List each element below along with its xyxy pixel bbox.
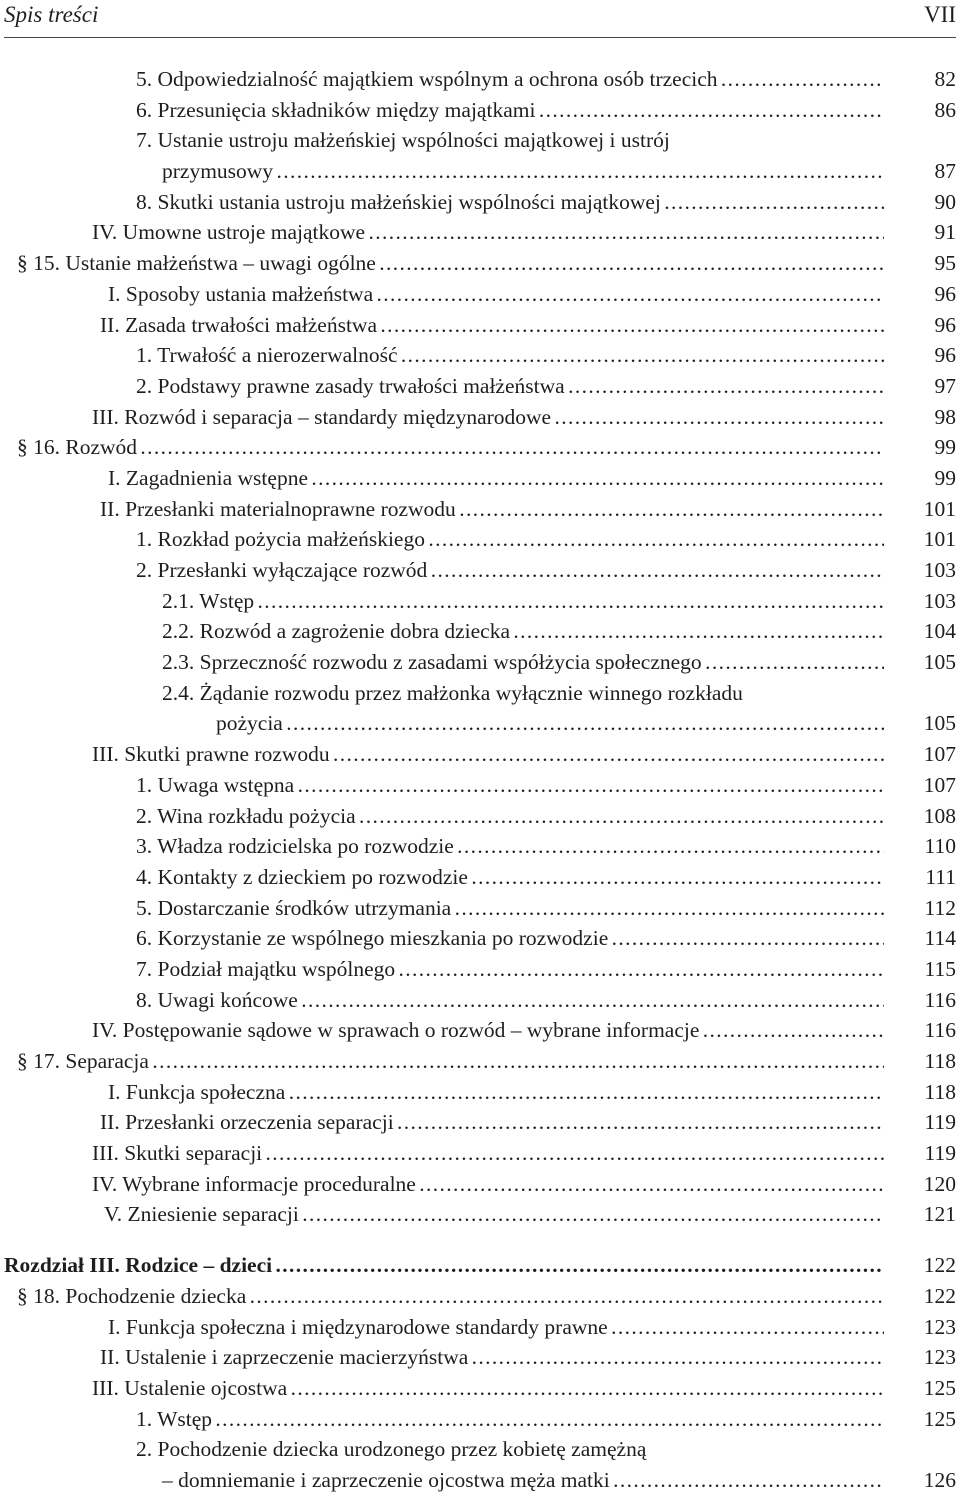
toc-entry-label: IV. Wybrane informacje proceduralne: [92, 1171, 416, 1196]
toc-entry-label: I. Sposoby ustania małżeństwa: [108, 281, 374, 306]
toc-entry: [0, 248, 960, 279]
toc-entry-label: II. Przesłanki orzeczenia separacji: [100, 1110, 394, 1135]
toc-entry-title: [0, 1138, 884, 1169]
toc-entry-label: 2. Wina rozkładu pożycia: [136, 803, 356, 828]
toc-entry: [0, 1373, 960, 1404]
toc-entry: [0, 893, 960, 924]
toc-entry-label: 5. Dostarczanie środków utrzymania: [136, 895, 452, 920]
toc-entry-title: [0, 831, 884, 862]
toc-entry-page: 116: [924, 987, 956, 1012]
toc-entry-label: 5. Odpowiedzialność majątkiem wspólnym a ochrona osób trzecich: [136, 67, 718, 91]
toc-entry-label: 1. Uwaga wstępna: [136, 772, 295, 797]
toc-entry-title: [0, 1434, 884, 1465]
toc-entry-label: Rozdział III. Rodzice – dzieci: [4, 1253, 273, 1278]
toc-entry-label: IV. Postępowanie sądowe w sprawach o rozwód – wybrane informacje: [92, 1018, 700, 1043]
toc-entry-title: [0, 1342, 884, 1373]
toc-entry-label: II. Zasada trwałości małżeństwa: [100, 312, 377, 337]
toc-entry-label: 2. Pochodzenie dziecka urodzonego przez kobietę zamężną: [136, 1437, 647, 1462]
toc-entry-page: 96: [934, 343, 956, 368]
toc-entry-label: II. Ustalenie i zaprzeczenie macierzyństwa: [100, 1345, 469, 1370]
toc-entry-label: 1. Rozkład pożycia małżeńskiego: [136, 527, 425, 552]
toc-entry-label: 6. Korzystanie ze wspólnego mieszkania po rozwodzie: [136, 926, 609, 951]
toc-entry-title: [0, 616, 884, 647]
toc-entry: [0, 156, 960, 187]
toc-entry-page: 119: [924, 1110, 956, 1135]
toc-entry-page: 87: [934, 159, 956, 184]
toc-entry-page: 97: [934, 373, 956, 398]
toc-entry-page: 103: [923, 588, 956, 613]
toc-entry: [0, 801, 960, 832]
toc-entry-title: [0, 248, 884, 279]
toc-entry: [0, 432, 960, 463]
toc-entry: [0, 923, 960, 954]
toc-entry-page: 121: [923, 1202, 956, 1227]
toc-entry-page: 96: [934, 281, 956, 306]
toc-entry-page: 103: [923, 558, 956, 582]
toc-entry-title: [0, 678, 884, 709]
toc-entry-page: 99: [934, 465, 956, 490]
toc-entry-title: [0, 801, 884, 832]
toc-entry: [0, 95, 960, 126]
toc-entry-title: [0, 1250, 884, 1281]
toc-entry: [0, 739, 960, 770]
toc-entry-title: [0, 279, 884, 310]
toc-entry-title: [0, 739, 884, 770]
toc-entry: [0, 1107, 960, 1138]
page-number: VII: [924, 2, 956, 27]
toc-entry-label: pożycia: [216, 711, 283, 736]
toc-entry-title: [0, 985, 884, 1016]
toc-entry-label: 2. Przesłanki wyłączające rozwód: [136, 558, 428, 582]
toc-entry-label: 4. Kontakty z dzieckiem po rozwodzie: [136, 864, 468, 889]
toc-entry: [0, 954, 960, 985]
toc-entry-title: [0, 187, 884, 218]
toc-entry-title: [0, 862, 884, 893]
toc-entry-page: 104: [923, 619, 956, 644]
toc-entry-page: 119: [924, 1141, 956, 1166]
toc-entry-label: § 18. Pochodzenie dziecka: [17, 1283, 247, 1308]
toc-entry-title: [0, 310, 884, 341]
toc-entry: [0, 279, 960, 310]
toc-entry: [0, 371, 960, 402]
toc-entry-title: [0, 586, 884, 617]
toc-entry-page: 123: [923, 1314, 956, 1339]
toc-entry-label: 2. Podstawy prawne zasady trwałości małżeństwa: [136, 373, 565, 398]
toc-entry-label: 2.4. Żądanie rozwodu przez małżonka wyłącznie winnego rozkładu: [162, 680, 743, 705]
toc-entry-label: § 15. Ustanie małżeństwa – uwagi ogólne: [17, 251, 376, 276]
toc-entry-page: 112: [924, 895, 956, 920]
toc-entry: [0, 524, 960, 555]
toc-entry-title: [0, 555, 884, 586]
toc-entry-label: 1. Wstęp: [136, 1406, 213, 1431]
toc-entry: [0, 217, 960, 248]
toc-entry-page: 108: [923, 803, 956, 828]
toc-entry-label: IV. Umowne ustroje majątkowe: [92, 220, 366, 245]
toc-entry-title: [0, 1015, 884, 1046]
toc-entry-label: 6. Przesunięcia składników między majątkami: [136, 97, 536, 122]
toc-entry: [0, 1404, 960, 1435]
toc-entry: [0, 647, 960, 678]
toc-entry-label: 3. Władza rodzicielska po rozwodzie: [136, 834, 454, 859]
toc-entry: [0, 1077, 960, 1108]
toc-entry: [0, 187, 960, 218]
toc-entry: [0, 1281, 960, 1312]
toc-entry: [0, 1342, 960, 1373]
toc-entry-label: I. Funkcja społeczna: [108, 1079, 286, 1104]
toc-entry-title: [0, 371, 884, 402]
toc-entry-label: 2.1. Wstęp: [162, 588, 255, 613]
toc-entry-title: [0, 1312, 884, 1343]
toc-entry: [0, 64, 960, 95]
toc-entry: [0, 1434, 960, 1465]
toc-entry-page: 96: [934, 312, 956, 337]
page-header: [0, 0, 960, 38]
toc-entry-title: [0, 156, 884, 187]
toc-entry: [0, 1138, 960, 1169]
toc-entry: [0, 862, 960, 893]
toc-entry-page: 101: [923, 527, 956, 552]
toc-entry-page: 110: [924, 834, 956, 859]
toc-entry: [0, 1015, 960, 1046]
toc-entry: [0, 616, 960, 647]
toc-entry-label: 2.3. Sprzeczność rozwodu z zasadami współżycia społecznego: [162, 650, 702, 675]
toc-entry: [0, 1312, 960, 1343]
toc-entry-label: § 16. Rozwód: [17, 435, 138, 460]
toc-entry-label: przymusowy: [162, 159, 274, 184]
toc-entry-page: 95: [934, 251, 956, 276]
toc-entry: [0, 586, 960, 617]
toc-entry-page: 115: [924, 956, 956, 981]
toc-entry: [0, 125, 960, 156]
toc-entry-title: [0, 1169, 884, 1200]
toc-entry-title: [0, 708, 884, 739]
toc-entry-page: 107: [923, 772, 956, 797]
toc-entry-label: I. Funkcja społeczna i międzynarodowe standardy prawne: [108, 1314, 608, 1339]
toc-entry-title: [0, 524, 884, 555]
toc-entry-label: III. Skutki separacji: [92, 1141, 263, 1166]
toc-entry: [0, 985, 960, 1016]
toc-entry-page: 116: [924, 1018, 956, 1043]
toc-entry-page: 114: [924, 926, 956, 951]
toc-entry-label: III. Skutki prawne rozwodu: [92, 742, 330, 767]
toc-entry-page: 125: [923, 1375, 956, 1400]
toc-entry-title: [0, 463, 884, 494]
toc-entry: [0, 1465, 960, 1496]
toc-entry-page: 98: [934, 404, 956, 429]
toc-entry: [0, 1169, 960, 1200]
toc-entry-page: 107: [923, 742, 956, 767]
toc-entry: [0, 310, 960, 341]
toc-entry: [0, 463, 960, 494]
toc-entry-title: [0, 340, 884, 371]
toc-entry-page: 122: [923, 1253, 956, 1278]
toc-entry-title: [0, 1046, 884, 1077]
toc-entry-title: [0, 95, 884, 126]
toc-entry-title: [0, 1281, 884, 1312]
toc-entry-page: 125: [923, 1406, 956, 1431]
header-rule: [4, 37, 956, 38]
toc-entry-title: [0, 893, 884, 924]
toc-entry-page: 105: [923, 650, 956, 675]
toc-entry-label: 1. Trwałość a nierozerwalność: [136, 343, 398, 368]
toc-entry-label: III. Ustalenie ojcostwa: [92, 1375, 288, 1400]
toc-entry: [0, 555, 960, 586]
toc-entry: [0, 708, 960, 739]
toc-entry-label: III. Rozwód i separacja – standardy międzynarodowe: [92, 404, 552, 429]
toc-entry-title: [0, 217, 884, 248]
toc-entry-page: 120: [923, 1171, 956, 1196]
toc-entry: [0, 770, 960, 801]
toc-entry-label: 8. Uwagi końcowe: [136, 987, 298, 1012]
toc-entry-page: 122: [923, 1283, 956, 1308]
toc-entry-page: 105: [923, 711, 956, 736]
toc-entry-title: [0, 494, 884, 525]
toc-entry-label: II. Przesłanki materialnoprawne rozwodu: [100, 496, 456, 521]
toc-entry-page: 82: [934, 67, 956, 91]
toc-entry-page: 91: [934, 220, 956, 245]
running-head-title: Spis treści: [4, 2, 99, 27]
toc-entry-label: § 17. Separacja: [17, 1049, 149, 1073]
toc-entry-label: 2.2. Rozwód a zagrożenie dobra dziecka: [162, 619, 511, 644]
toc-entry: [0, 1199, 960, 1230]
toc-entry-page: 90: [934, 189, 956, 214]
toc-entry-page: 118: [924, 1079, 956, 1104]
toc-entry: [0, 1046, 960, 1077]
toc-entry-label: 8. Skutki ustania ustroju małżeńskiej wspólności majątkowej: [136, 189, 661, 214]
toc-entry-title: [0, 64, 884, 95]
toc-entry-title: [0, 647, 884, 678]
toc-entry-title: [0, 923, 884, 954]
toc-entry-page: 86: [934, 97, 956, 122]
toc-entry-title: [0, 954, 884, 985]
toc-entry-title: [0, 1199, 884, 1230]
toc-entry-title: [0, 1107, 884, 1138]
toc-entry-title: [0, 432, 884, 463]
toc-entry-label: 7. Ustanie ustroju małżeńskiej wspólności majątkowej i ustrój: [136, 128, 670, 153]
table-of-contents: [0, 64, 960, 1496]
toc-entry-page: 123: [923, 1345, 956, 1370]
toc-entry-title: [0, 1404, 884, 1435]
toc-entry-label: V. Zniesienie separacji: [104, 1202, 299, 1227]
toc-entry: [0, 678, 960, 709]
toc-entry: [0, 340, 960, 371]
toc-entry: [0, 831, 960, 862]
toc-entry-title: [0, 125, 884, 156]
toc-entry-page: 101: [923, 496, 956, 521]
toc-entry: [0, 494, 960, 525]
toc-entry-title: [0, 402, 884, 433]
toc-entry: [0, 1250, 960, 1281]
toc-entry-page: 118: [924, 1049, 956, 1073]
toc-entry-page: 126: [923, 1467, 956, 1492]
toc-entry-page: 99: [934, 435, 956, 460]
toc-entry-label: I. Zagadnienia wstępne: [108, 465, 308, 490]
toc-entry: [0, 402, 960, 433]
toc-entry-label: – domniemanie i zaprzeczenie ojcostwa męża matki: [162, 1467, 610, 1492]
toc-entry-title: [0, 1077, 884, 1108]
toc-entry-title: [0, 770, 884, 801]
toc-entry-title: [0, 1373, 884, 1404]
toc-entry-label: 7. Podział majątku wspólnego: [136, 956, 396, 981]
toc-entry-title: [0, 1465, 884, 1496]
toc-entry-page: 111: [925, 864, 956, 889]
